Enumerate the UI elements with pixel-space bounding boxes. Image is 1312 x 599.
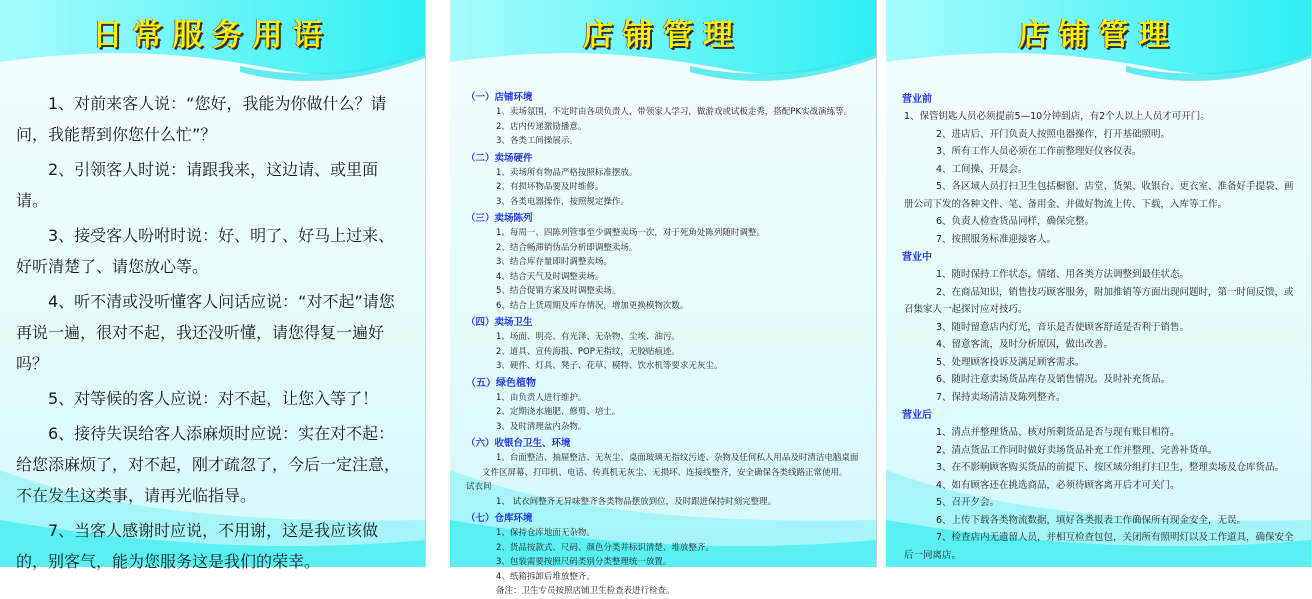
list-item: 1、场面、明亮、有光泽、无杂物、尘埃、油污。 [496,332,680,342]
list-item: 3、各类电器操作，按照规定操作。 [496,196,629,207]
phrase-item: 2、引领客人时说：请跟我来，这边请、或里面请。 [16,160,379,210]
list-item: 1、随时保持工作状态，情绪、用各类方法调整到最佳状态。 [936,269,1190,280]
list-item: 3、包装需要按照尺码类别分类整理统一放置。 [496,557,672,567]
list-item: 5、结合促销方案及时调整卖场。 [496,286,621,296]
list-item: 6、结合上货周期及库存情况，增加更换模物次数。 [496,300,689,311]
note: 备注：卫生专员按照店铺卫生检查表进行检查。 [496,586,675,596]
list-item: 7、保持卖场清洁及陈列整齐。 [936,391,1066,403]
section-heading: （六）收银台卫生、环境 [466,438,571,449]
list-item: 1、台面整洁、抽屉整洁、无灰尘、桌面玻璃无指纹污迹、杂物及任何私人用品及时清洁电脑桌面文件区屏幕、打印机、电话、传真机无灰尘、无损坏、连接线整齐，安全确保各类线路正常使用。 [482,453,859,478]
poster-title: 日常服务用语 [92,18,333,53]
phrase-item: 1、对前来客人说：“您好，我能为你做什么？请问，我能帮到你您什么忙”？ [16,94,387,144]
section-heading: （三）卖场陈列 [466,213,533,224]
section-heading: （一）店铺环境 [466,92,533,103]
list-item: 4、纸箱拆卸后堆放整齐。 [496,571,595,582]
list-item: 6、上传下载各类物流数据，填好各类报表工作确保所有现金安全，无误。 [936,514,1247,526]
phrase-item: 5、对等候的客人应说：对不起，让您入等了！ [48,389,379,408]
poster-store-management-1 [450,0,877,596]
list-item: 6、负责人检查货品同样，确保完整。 [936,216,1095,227]
list-item: 2、清点货品工作同时做好卖场货品补充工作并整理、完善补货单。 [936,444,1218,456]
list-item: 4、结合天气及时调整卖场。 [496,271,604,282]
list-item: 1、清点并整理货品、核对所剩货品是否与现有账目相符。 [936,427,1180,438]
list-item: 3、各类工间操展示。 [496,136,578,146]
section-heading-before-business: 营业前 [902,94,932,105]
phrase-list [0,88,425,581]
phrase-item: 4、听不清或没听懂客人问话应说：“对不起”请您再说一遍，很对不起，我还没听懂，请您得复一遍好吗？ [16,292,395,373]
list-item: 2、在商品知识，销售技巧顾客服务，附加推销等方面出现问题时，第一时间反馈，或召集家人一起探讨应对技巧。 [904,286,1294,315]
list-item: 3、在不影响顾客购买货品的前提下、按区域分组打扫卫生，整理卖场及仓库货品。 [936,462,1285,473]
list-item: 2、进店后、开门负责人按照电器操作，打开基础照明。 [936,128,1171,140]
list-item: 1、卖场所有物品严格按照标准摆放。 [496,167,638,178]
section-heading: （五）绿色植物 [466,377,536,389]
poster-title: 店铺管理 [583,18,743,53]
list-item: 2、定期浇水施肥、修剪、培土。 [496,407,621,417]
list-item: 3、硬件、灯具、凳子、花草、模特、饮水机等要求无灰尘。 [496,361,723,371]
list-item: 3、随时留意店内灯光，音乐是否使顾客舒适是否利于销售。 [936,321,1190,333]
list-item: 3、及时清理盆内杂物。 [496,421,587,432]
poster-store-management-2 [886,0,1312,567]
list-item: 2、结合畅滞销伪品分析即调整卖场。 [496,242,638,253]
poster-daily-service-phrases [0,0,426,571]
list-item: 1、由负责人进行维护。 [496,392,587,403]
phrase-item: 7、当客人感谢时应说，不用谢，这是我应该做的，别客气，能为您服务这是我们的荣幸。 [16,521,379,571]
list-item: 4、工间操、开晨会。 [936,163,1028,175]
phrase-item: 6、接待失误给客人添麻烦时应说：实在对不起：给您添麻烦了，对不起，刚才疏忽了，今后一定注意，不在发生这类事，请再光临指导。 [16,424,401,505]
list-item: 2、道具、宣传海报、POP无指纹，无胶贴痕迹。 [496,346,680,357]
section-heading: （七）仓库环境 [466,513,533,524]
section-heading: （四）卖场卫生 [466,317,533,328]
management-sections [450,88,876,599]
list-item: 2、有损坏物品要及时维修。 [496,182,604,192]
list-item: 7、检查店内无遗留人员，并相互检查包包，关闭所有照明灯以及工作道具，确保安全后一同离店。 [904,532,1294,561]
list-item: 3、所有工作人员必须在工作前整理好仪容仪表。 [936,146,1142,157]
list-item: 5、各区域人员打扫卫生包括橱窗、店堂、货架、收银台、更衣室、准备好手提袋、画册公司下发的各种文件、笔、备用金、并做好物流上传、下载，入库等工作。 [904,181,1294,210]
list-item: 6、随时注意卖场货品库存及销售情况。及时补充货品。 [936,374,1171,385]
phrase-item: 3、接受客人吩咐时说：好、明了、好马上过来、好听清楚了、请您放心等。 [16,226,395,276]
sub-heading: 试衣间 [466,482,492,492]
list-item: 7、按照服务标准迎接客人。 [936,233,1057,245]
list-item: 1、保管钥匙人员必须提前5—10分钟到店，有2个人以上人员才可开门。 [904,111,1210,122]
list-item: 1、 试衣间整齐无异味整齐各类物品摆放到位，及时跟进保持时刻完整理。 [496,496,777,507]
list-item: 3、结合库存量即时调整卖场。 [496,257,612,267]
list-item: 2、货品按款式、尺码、颜色分类并标识清楚、堆放整齐。 [496,542,714,553]
list-item: 5、处理顾客投诉及满足顾客需求。 [936,356,1085,368]
list-item: 4、留意客流，及时分析原因，做出改善。 [936,339,1114,350]
section-heading: （二）卖场硬件 [466,152,533,164]
section-heading-during-business: 营业中 [902,252,932,263]
section-heading-after-business: 营业后 [902,410,932,421]
list-item: 5、召开夕会。 [936,497,1000,508]
business-hours-sections [886,90,1311,564]
list-item: 2、店内传递激励播意。 [496,121,587,132]
list-item: 1、每周一、四陈列管事至少调整卖场一次，对于死角处陈列随时调整。 [496,228,765,238]
list-item: 1、保持仓库地面无杂物。 [496,528,595,538]
list-item: 1、卖场氛围，不定时由各项负责人，带领家人学习，做游戏或试板走秀，搭配PK实战演练等。 [496,107,853,117]
list-item: 4、如有顾客还在挑选商品，必须待顾客离开后才可关门。 [936,479,1180,491]
poster-title: 店铺管理 [1018,18,1179,53]
